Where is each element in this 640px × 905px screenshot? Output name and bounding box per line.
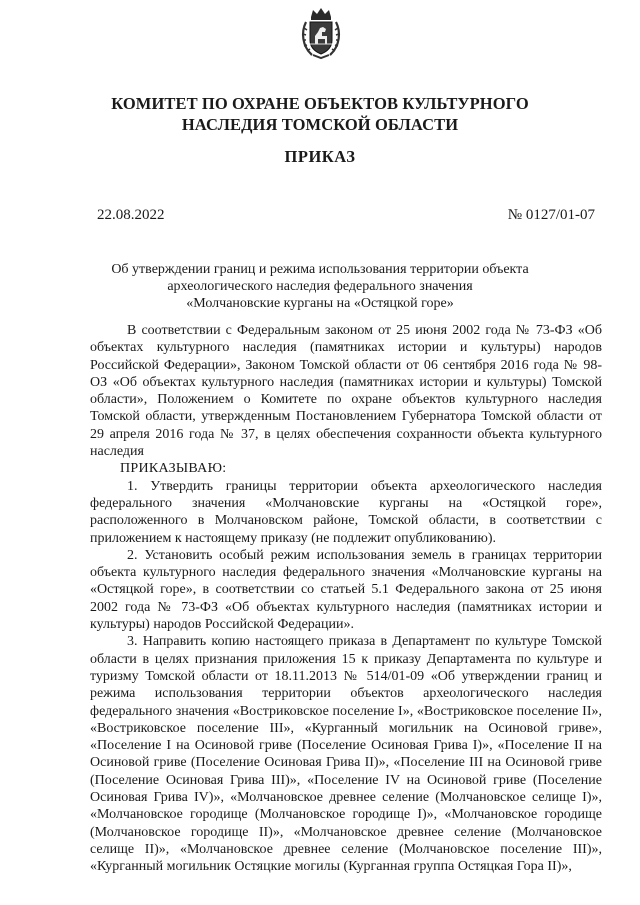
subject-line-3: «Молчановские курганы на «Остяцкой горе» xyxy=(186,296,454,311)
order-word: ПРИКАЗЫВАЮ: xyxy=(120,461,227,477)
order-item-2: 2. Установить особый режим использования земель в границах территории объекта культурного наследия федерального значения «Молчановские курганы на «Остяцкой горе», в соответствии со статьей 5.1 Федерального закона от 25 июня 2002 года № 73-ФЗ «Об объектах культурного наследия (памятниках истории и культуры) народов Российской Федерации». xyxy=(90,547,602,633)
order-item-3: 3. Направить копию настоящего приказа в Департамент по культуре Томской области в целях признания приложения 15 к приказу Департамента по культуре и туризму Томской области от 18.11.2013 № 514/01-09 «Об утверждении границ и режима использования территории объектов археологического наследия федерального значения «Востриковское поселение I», «Востриковское поселение II», «Востриковское поселение III», «Курганный могильник на Осиновой гриве», «Поселение I на Осиновой гриве (Поселение Осиновая Грива I)», «Поселение II на Осиновой гриве (Поселение Осиновая Грива II)», «Поселение III на Осиновой гриве (Поселение Осиновая Грива III)», «Поселение IV на Осиновой гриве (Поселение Осиновая Грива IV)», «Молчановское древнее селение (Молчановское селище I)», «Молчановское городище (Молчановское городище I)», «Молчановское городище (Молчановское городище II)», «Молчановское древнее селение (Молчановское селище II)», «Молчановское древнее селение (Молчановское поселение III)», «Курганный могильник Остяцкие могилы (Курганная группа Остяцкая Гора II)», xyxy=(90,634,602,875)
subject-line-2: археологического наследия федерального значения xyxy=(167,279,473,294)
document-type: ПРИКАЗ xyxy=(284,147,356,166)
subject-line-1: Об утверждении границ и режима использования территории объекта xyxy=(111,262,529,277)
org-line-1: КОМИТЕТ ПО ОХРАНЕ ОБЪЕКТОВ КУЛЬТУРНОГО xyxy=(111,94,529,113)
document-date: 22.08.2022 xyxy=(97,207,165,223)
document-number: № 0127/01-07 xyxy=(507,207,595,223)
document-body xyxy=(90,322,602,876)
order-item-1: 1. Утвердить границы территории объекта археологического наследия федерального значения «Молчановские курганы на «Остяцкой горе», расположенного в Молчановском районе, Томской области, в соответствии с приложением к настоящему приказу (не подлежит опубликованию). xyxy=(90,478,602,546)
document-subject xyxy=(100,261,540,312)
org-line-2: НАСЛЕДИЯ ТОМСКОЙ ОБЛАСТИ xyxy=(181,115,459,134)
coat-of-arms-icon xyxy=(300,6,342,60)
organization-name xyxy=(60,93,580,135)
preamble-paragraph: В соответствии с Федеральным законом от 25 июня 2002 года № 73-ФЗ «Об объектах культурного наследия (памятниках истории и культуры) народов Российской Федерации», Законом Томской области от 06 сентября 2016 года № 98-ОЗ «Об объектах культурного наследия (памятниках истории и культуры) Томской области», Положением о Комитете по охране объектов культурного наследия Томской области, утвержденным Постановлением Губернатора Томской области от 29 апреля 2016 года № 37, в целях обеспечения сохранности объекта культурного наследия xyxy=(90,323,602,460)
